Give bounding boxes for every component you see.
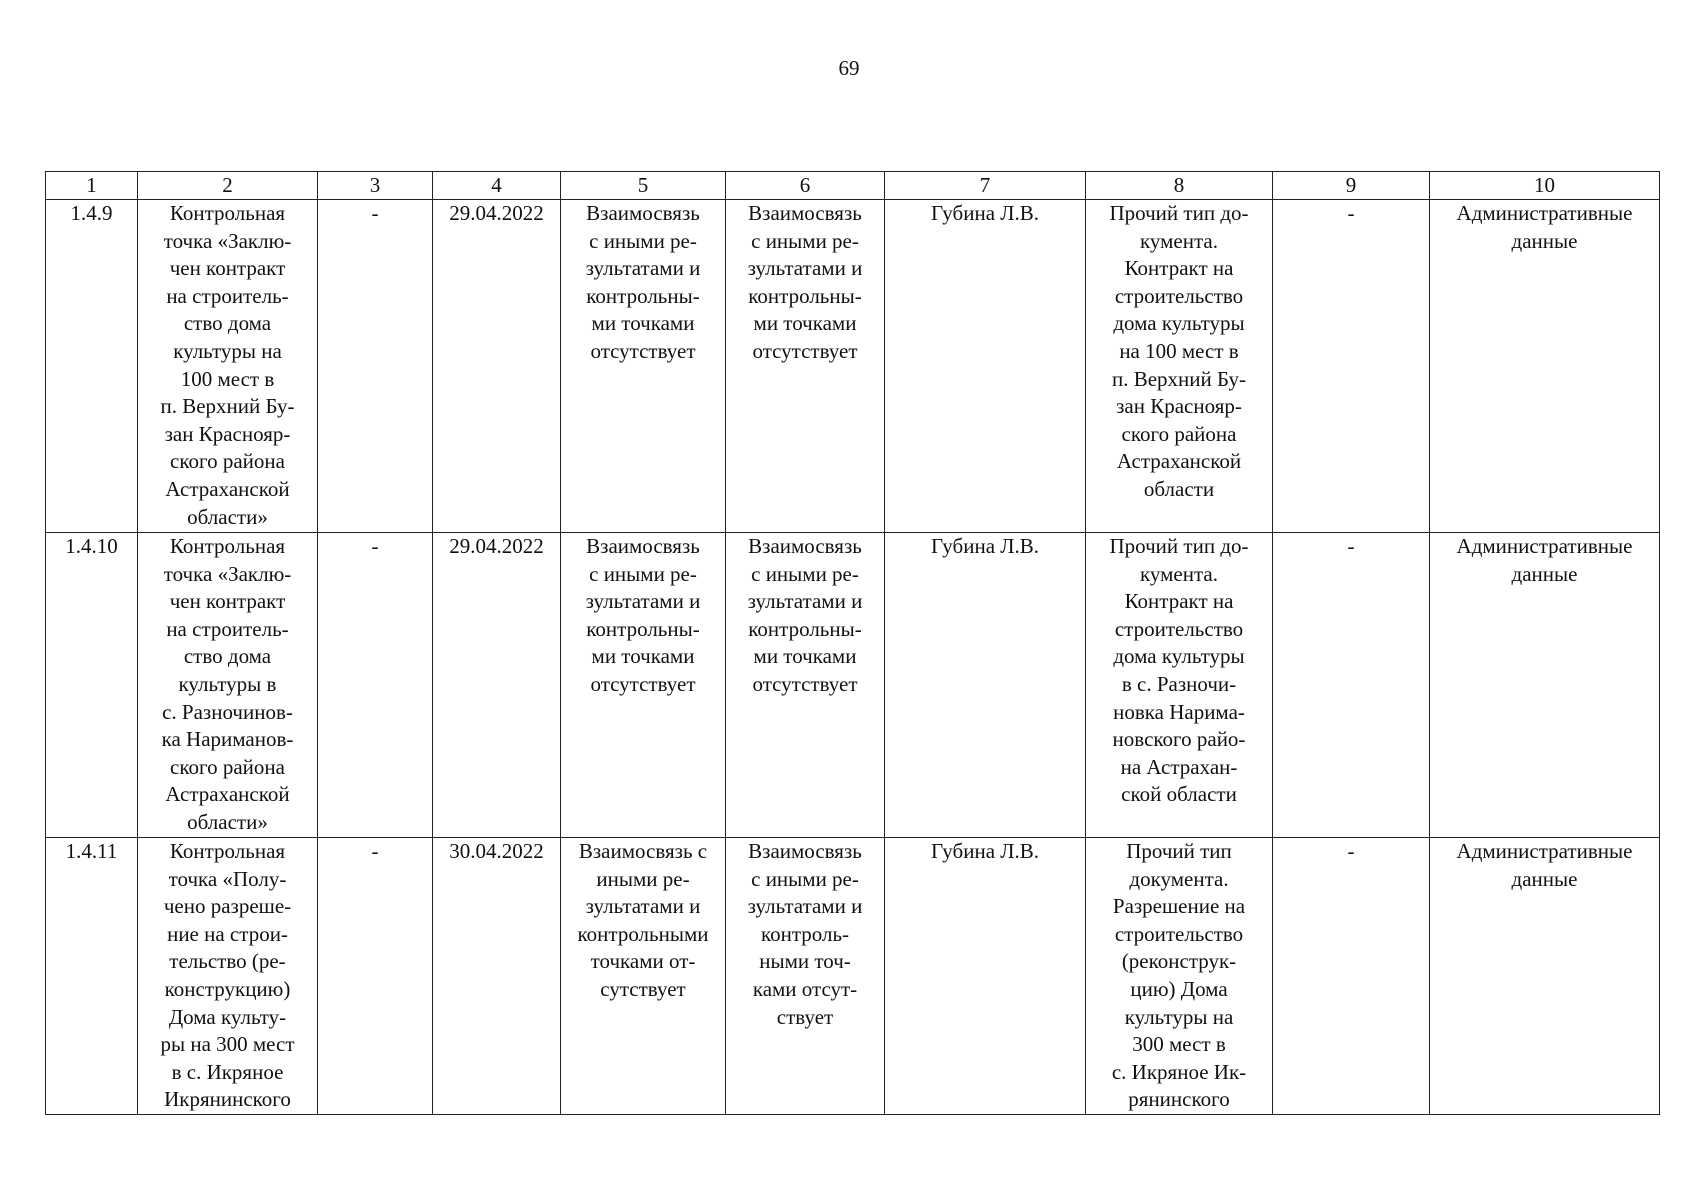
cell-text: -	[371, 201, 379, 225]
cell-text: Взаимосвязь с иными ре- зультатами и контроль- ными точ- ками отсут- ствует	[747, 839, 863, 1029]
table-cell	[1086, 533, 1273, 838]
table-cell	[726, 838, 885, 1115]
cell-text: Взаимосвязь с иными ре- зультатами и контрольны- ми точками отсутствует	[747, 201, 863, 363]
table-row	[46, 533, 1660, 838]
column-header: 6	[726, 172, 885, 200]
header-row	[46, 172, 1660, 200]
cell-text: 30.04.2022	[449, 839, 544, 863]
column-header: 8	[1086, 172, 1273, 200]
table-cell	[1430, 200, 1660, 533]
cell-text: Губина Л.В.	[930, 839, 1040, 863]
table-cell	[46, 838, 138, 1115]
cell-text: 1.4.9	[70, 201, 113, 225]
table-cell	[1273, 838, 1430, 1115]
cell-text: Губина Л.В.	[930, 534, 1040, 558]
cell-text: 29.04.2022	[449, 534, 544, 558]
table-cell	[433, 533, 561, 838]
table-cell	[726, 533, 885, 838]
column-header: 4	[433, 172, 561, 200]
table-cell	[561, 533, 726, 838]
table-cell	[1273, 533, 1430, 838]
table-cell	[318, 200, 433, 533]
table-cell	[46, 533, 138, 838]
cell-text: Взаимосвязь с иными ре- зультатами и контрольны- ми точками отсутствует	[747, 534, 863, 696]
table-cell	[138, 200, 318, 533]
table-cell	[433, 838, 561, 1115]
table-cell	[1273, 200, 1430, 533]
column-header: 2	[138, 172, 318, 200]
table-cell	[318, 838, 433, 1115]
document-table	[45, 171, 1660, 1115]
cell-text: -	[1347, 201, 1355, 225]
table-cell	[1086, 200, 1273, 533]
cell-text: Взаимосвязь с иными ре- зультатами и контрольны- ми точками отсутствует	[585, 201, 701, 363]
cell-text: Прочий тип до- кумента. Контракт на строительство дома культуры на 100 мест в п. Верхний Бу- зан Краснояр- ского района Астраханской области	[1109, 201, 1249, 501]
table-cell	[885, 838, 1086, 1115]
cell-text: Контрольная точка «Полу- чено разреше- ние на строи- тельство (ре- конструкцию) Дома культу- ры на 300 мест в с. Икряное Икрянинского	[160, 839, 295, 1112]
table-cell	[561, 838, 726, 1115]
cell-text: Взаимосвязь с иными ре- зультатами и контрольными точками от- сутствует	[577, 839, 709, 1001]
cell-text: -	[371, 839, 379, 863]
table-cell	[1086, 838, 1273, 1115]
table-cell	[433, 200, 561, 533]
table-cell	[138, 533, 318, 838]
cell-text: Прочий тип до- кумента. Контракт на строительство дома культуры в с. Разночи- новка Нарима- новского райо- на Астрахан- ской области	[1109, 534, 1249, 807]
column-header: 9	[1273, 172, 1430, 200]
cell-text: Административные данные	[1456, 534, 1633, 586]
page-number: 69	[838, 56, 860, 80]
cell-text: -	[1347, 534, 1355, 558]
column-header: 1	[46, 172, 138, 200]
table-cell	[138, 838, 318, 1115]
column-header: 3	[318, 172, 433, 200]
column-header: 5	[561, 172, 726, 200]
cell-text: 29.04.2022	[449, 201, 544, 225]
column-header: 10	[1430, 172, 1660, 200]
table-cell	[318, 533, 433, 838]
cell-text: 1.4.10	[65, 534, 118, 558]
table-cell	[726, 200, 885, 533]
cell-text: Контрольная точка «Заклю- чен контракт на строитель- ство дома культуры в с. Разночинов- ка Нариманов- ского района Астраханской области»	[161, 534, 294, 834]
table-cell	[885, 533, 1086, 838]
cell-text: -	[1347, 839, 1355, 863]
cell-text: Контрольная точка «Заклю- чен контракт на строитель- ство дома культуры на 100 мест в п. Верхний Бу- зан Краснояр- ского района Астраханской области»	[160, 201, 295, 529]
cell-text: Прочий тип документа. Разрешение на строительство (реконструк- цию) Дома культуры на 300 мест в с. Икряное Ик- рянинского	[1111, 839, 1247, 1112]
cell-text: Губина Л.В.	[930, 201, 1040, 225]
cell-text: Взаимосвязь с иными ре- зультатами и контрольны- ми точками отсутствует	[585, 534, 701, 696]
table-cell	[46, 200, 138, 533]
table-cell	[561, 200, 726, 533]
table-cell	[1430, 838, 1660, 1115]
table-cell	[885, 200, 1086, 533]
table-row	[46, 838, 1660, 1115]
cell-text: Административные данные	[1456, 201, 1633, 253]
cell-text: Административные данные	[1456, 839, 1633, 891]
table-row	[46, 200, 1660, 533]
cell-text: -	[371, 534, 379, 558]
table-cell	[1430, 533, 1660, 838]
cell-text: 1.4.11	[65, 839, 118, 863]
column-header: 7	[885, 172, 1086, 200]
